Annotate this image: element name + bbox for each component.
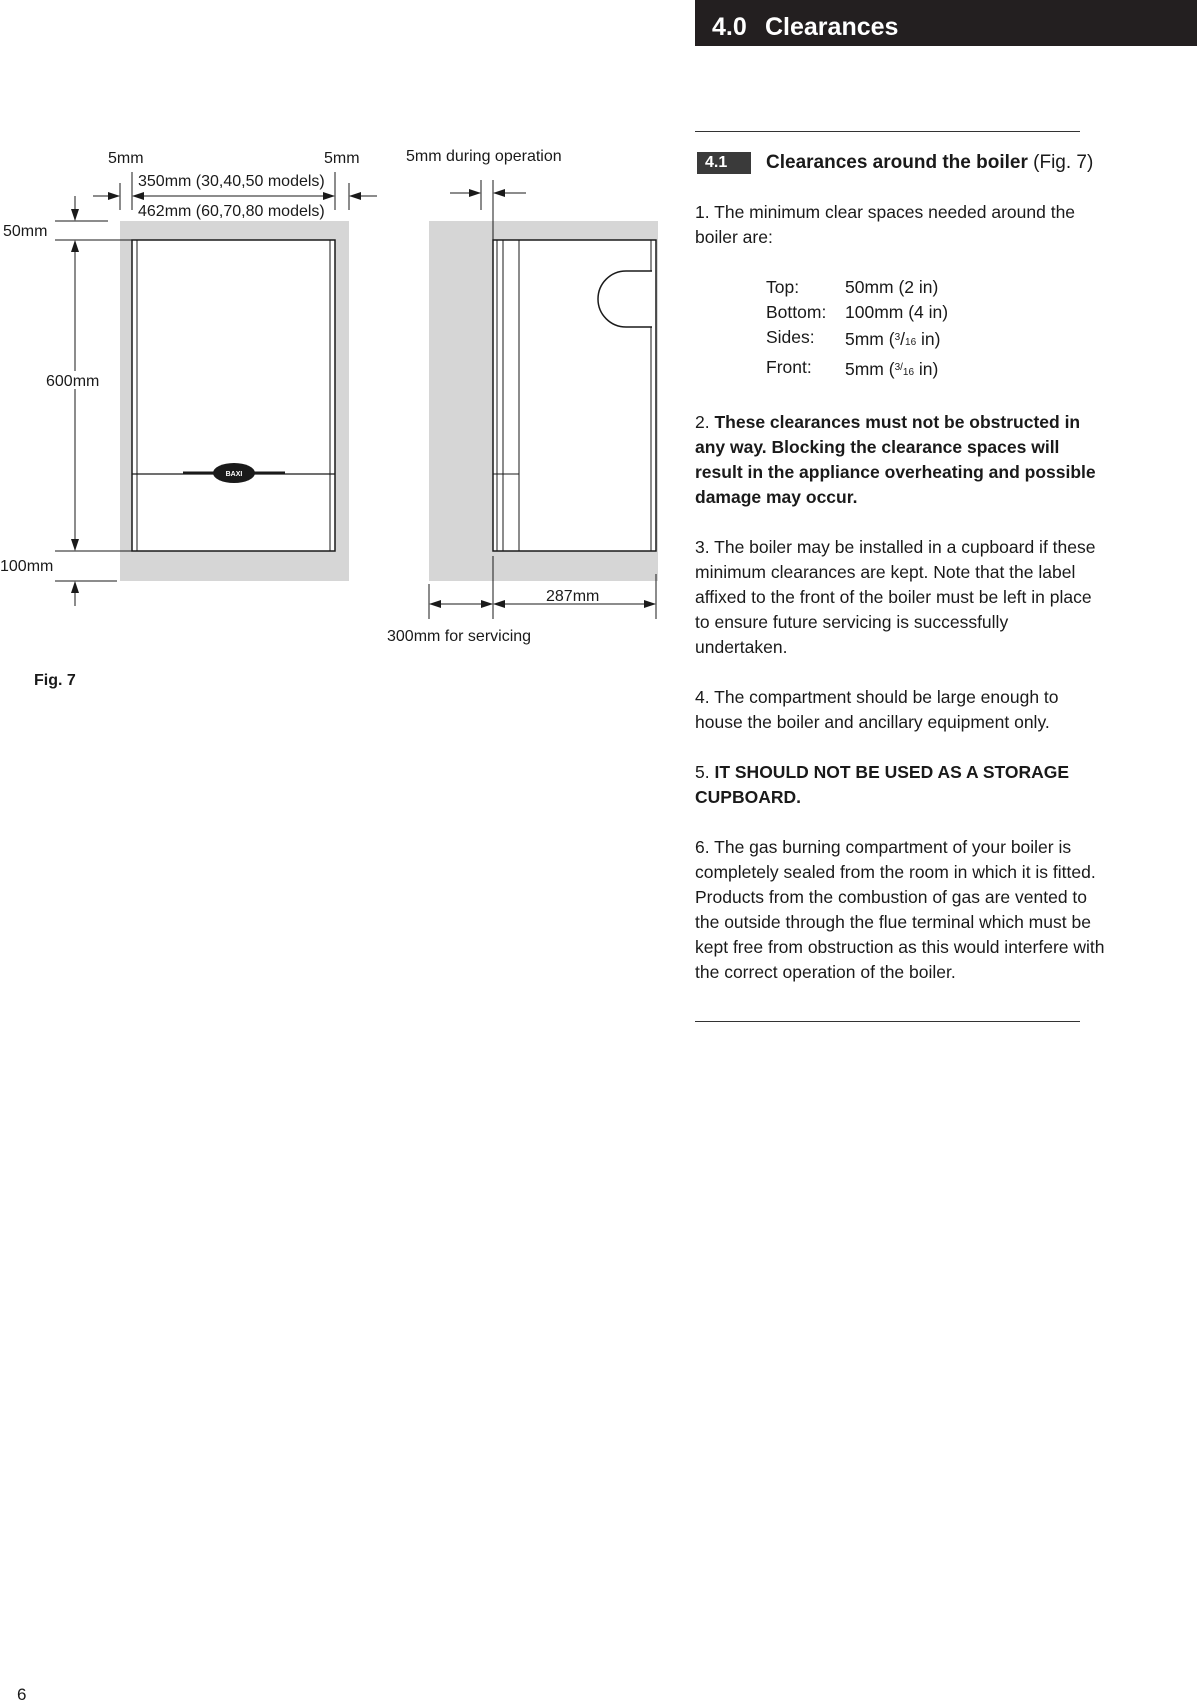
dim-servicing: 300mm for servicing: [387, 628, 532, 645]
dim-width-large: 462mm (60,70,80 models): [138, 203, 325, 220]
paragraph-2: 2. These clearances must not be obstructed in any way. Blocking the clearance spaces will result in the appliance overheating and possible damage may occur.: [695, 412, 1096, 507]
paragraph-6: 6. The gas burning compartment of your boiler is completely sealed from the room in which it is fitted. Products from the combustion of gas are vented to the outside through the flue terminal which must be kept free from obstruction as this would interfere with the correct operation of the boiler.: [695, 837, 1105, 982]
paragraph-5: 5. IT SHOULD NOT BE USED AS A STORAGE CUPBOARD.: [695, 762, 1070, 807]
clearance-label: Top:: [766, 277, 800, 297]
section-title: [766, 151, 1093, 175]
boiler-front-body: [132, 240, 335, 551]
body-text: [695, 200, 1105, 1010]
clearance-label: Sides:: [766, 327, 815, 347]
paragraph-4: 4. The compartment should be large enough to house the boiler and ancillary equipment only.: [695, 687, 1059, 732]
clearance-row-bottom: [766, 300, 948, 325]
page-number: 6: [17, 1685, 27, 1704]
baxi-logo-text: BAXI: [225, 471, 243, 478]
clearance-diagram: [0, 0, 680, 700]
clearance-row-front: [766, 355, 948, 385]
paragraph-3: 3. The boiler may be installed in a cupboard if these minimum clearances are kept. Note that the label affixed to the front of the boiler must be left in place to ensure future servicing is successfully undertaken.: [695, 537, 1096, 657]
chapter-title: Clearances: [765, 13, 899, 41]
section-title-text: Clearances around the boiler: [766, 152, 1028, 173]
side-control-bump: [598, 271, 652, 327]
dim-width-small: 350mm (30,40,50 models): [138, 173, 325, 190]
chapter-number: 4.0: [712, 13, 747, 41]
clearance-value: 50mm (2 in): [845, 277, 939, 297]
dim-height: 600mm: [46, 373, 100, 390]
dim-side-left: 5mm: [108, 150, 144, 167]
section-header-bar: [695, 0, 1197, 46]
clearance-value: 5mm ($^{3/}$16 in): [845, 359, 939, 379]
figure-label: Fig. 7: [34, 672, 76, 689]
clearance-row-top: [766, 275, 948, 300]
dim-side-right: 5mm: [324, 150, 360, 167]
section-figure-ref: (Fig. 7): [1027, 152, 1094, 173]
bottom-rule: [695, 1021, 1080, 1022]
clearance-label: Bottom:: [766, 302, 827, 322]
paragraph-1: 1. The minimum clear spaces needed around the boiler are:: [695, 202, 1076, 247]
clearance-value: 100mm (4 in): [845, 302, 949, 322]
clearance-table: [766, 275, 948, 385]
clearance-row-sides: [766, 325, 948, 355]
dim-top: 50mm: [3, 223, 48, 240]
dim-bottom: 100mm: [0, 558, 54, 575]
clearance-label: Front:: [766, 357, 812, 377]
clearance-value: 5mm ($^3$/16 in): [845, 329, 941, 349]
top-rule: [695, 131, 1080, 132]
dim-depth: 287mm: [546, 588, 600, 605]
section-number-badge: 4.1: [697, 152, 751, 174]
dim-front-operation: 5mm during operation: [406, 148, 562, 165]
